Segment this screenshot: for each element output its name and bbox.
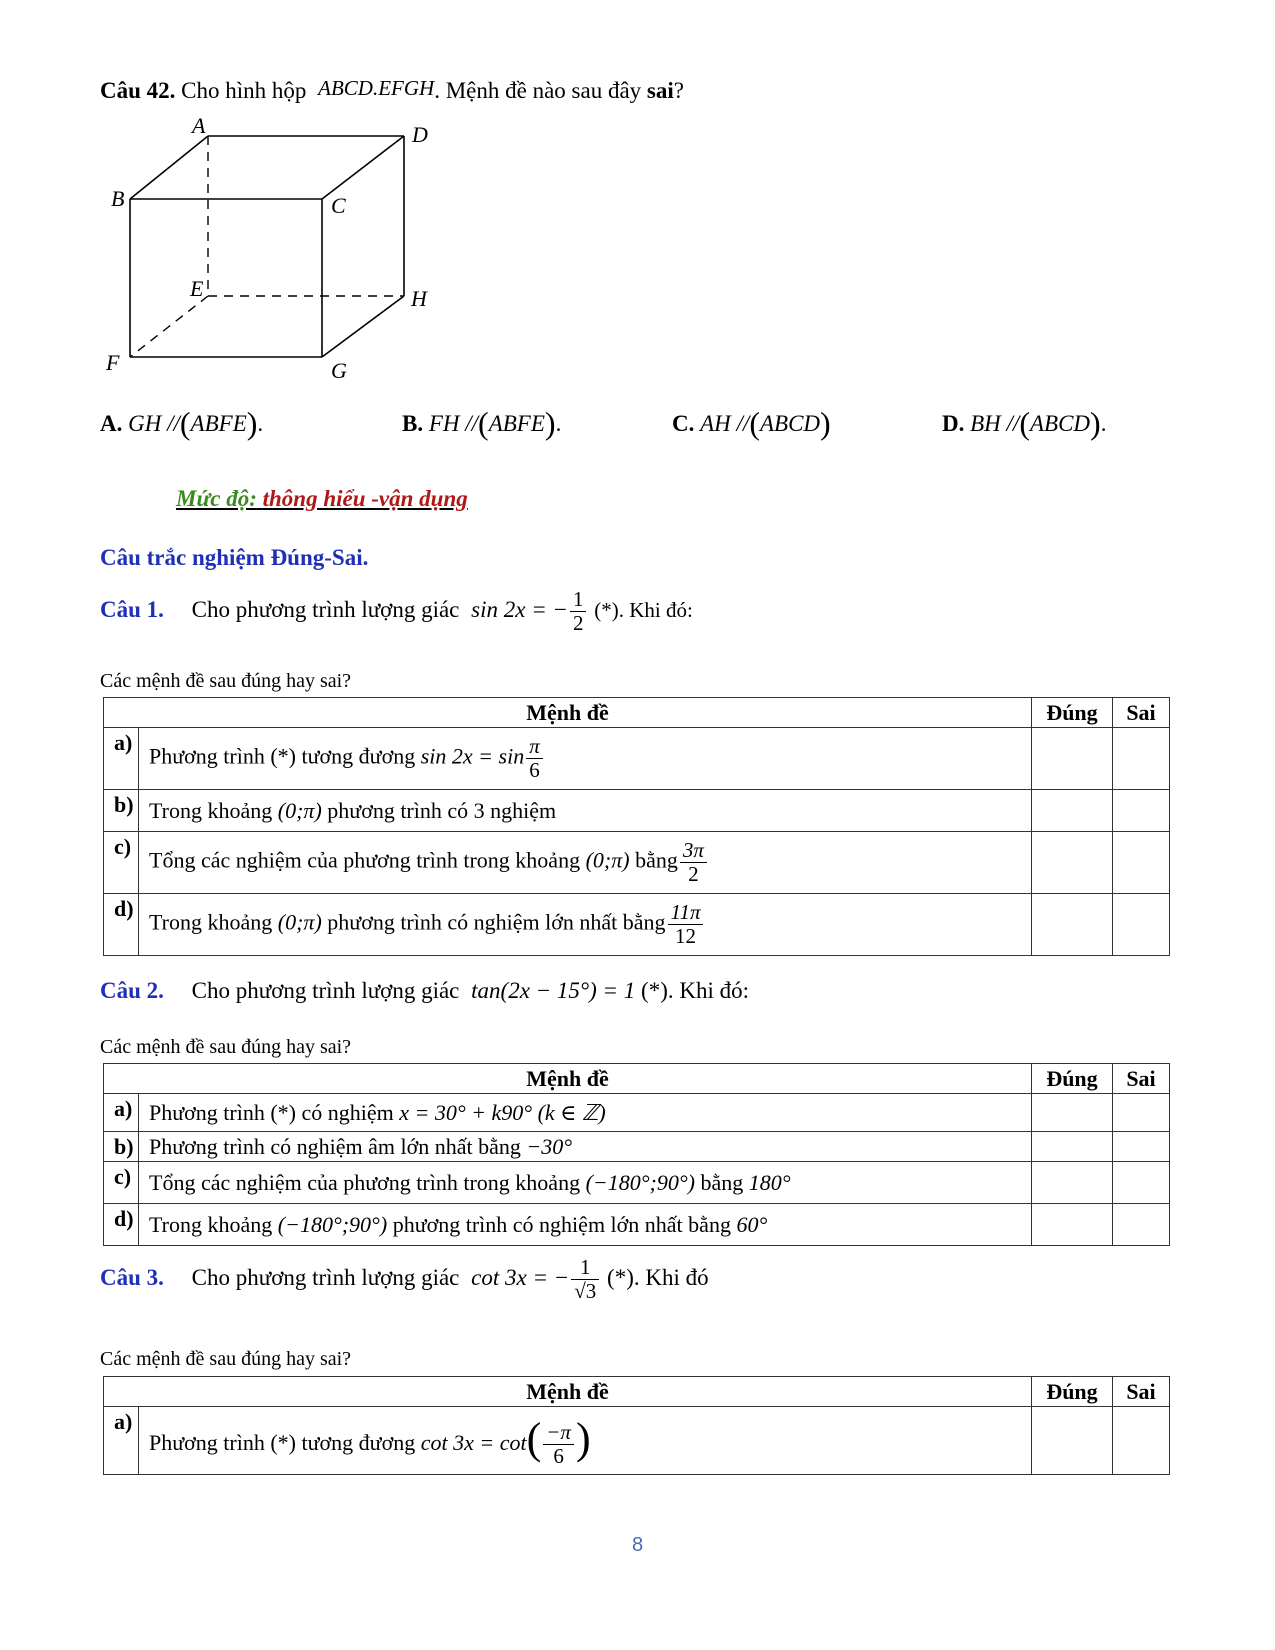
statement-text: Phương trình (*) có nghiệm: [149, 1099, 394, 1125]
header-true: Đúng: [1032, 698, 1113, 728]
q42-option-a[interactable]: A. GH //(ABFE).: [100, 405, 264, 441]
level-prefix: Mức độ:: [176, 486, 257, 511]
vertex-label-D: D: [412, 122, 428, 147]
statement-text: Tổng các nghiệm của phương trình trong khoảng: [149, 847, 581, 873]
q3-eq-den: √3: [574, 1279, 597, 1304]
edge-AB: [130, 136, 208, 199]
true-cell[interactable]: [1032, 1162, 1113, 1204]
q1-eq-num: 1: [570, 588, 587, 612]
option-plane: ABFE: [488, 411, 545, 436]
frac-num: −π: [543, 1421, 574, 1445]
option-letter: A.: [100, 411, 123, 436]
true-cell[interactable]: [1032, 790, 1113, 832]
option-letter: C.: [672, 411, 695, 436]
vertex-label-A: A: [192, 113, 206, 138]
q42-question: [100, 76, 684, 104]
section-title: Câu trắc nghiệm Đúng-Sai.: [100, 545, 369, 570]
vertex-label-H: H: [411, 286, 427, 311]
false-cell[interactable]: [1113, 1204, 1170, 1246]
option-line: GH: [128, 411, 162, 436]
vertex-label-E: E: [190, 276, 204, 301]
q1-tail: (*). Khi đó:: [594, 597, 693, 622]
table-row: [104, 790, 1170, 832]
q1-table: [103, 697, 1170, 956]
true-cell[interactable]: [1032, 832, 1113, 894]
q2-table: [103, 1063, 1170, 1246]
statement-text: Trong khoảng: [149, 797, 273, 823]
option-plane: ABCD: [1029, 411, 1091, 436]
table-row: [104, 1162, 1170, 1204]
statement-interval: (−180°;90°): [585, 1169, 695, 1195]
option-parallel: //: [1006, 411, 1020, 436]
q3-table: [103, 1376, 1170, 1475]
vertex-label-G: G: [331, 358, 347, 383]
statement-interval: (0;π): [585, 847, 630, 873]
q42-option-c[interactable]: C. AH //(ABCD): [672, 405, 831, 441]
row-statement: [139, 1132, 1032, 1162]
frac-den: 6: [553, 1444, 564, 1469]
level-value: thông hiểu -vận dụng: [262, 486, 468, 511]
option-line: BH: [970, 411, 1001, 436]
true-cell[interactable]: [1032, 1407, 1113, 1475]
q2-label: Câu 2.: [100, 978, 164, 1003]
q2-tail: (*). Khi đó:: [641, 978, 750, 1003]
row-label: d): [104, 894, 139, 956]
true-cell[interactable]: [1032, 894, 1113, 956]
frac-den: 2: [688, 862, 699, 886]
hidden-edge-EF: [130, 296, 208, 357]
row-statement: [139, 894, 1032, 956]
q3-text: Cho phương trình lượng giác: [191, 1264, 460, 1290]
q42-emph: sai: [646, 78, 674, 103]
row-statement: [139, 728, 1032, 790]
row-statement: [139, 1204, 1032, 1246]
false-cell[interactable]: [1113, 894, 1170, 956]
header-statement: Mệnh đề: [104, 698, 1032, 728]
q3-table-caption: Các mệnh đề sau đúng hay sai?: [100, 1348, 352, 1370]
option-parallel: //: [465, 411, 479, 436]
vertex-label-F: F: [106, 350, 120, 375]
table-row: [104, 1204, 1170, 1246]
row-label: a): [104, 1407, 139, 1475]
statement-text: Phương trình có nghiệm âm lớn nhất bằng: [149, 1133, 521, 1159]
difficulty-level: [176, 486, 468, 512]
option-line: AH: [700, 411, 731, 436]
option-letter: D.: [942, 411, 965, 436]
false-cell[interactable]: [1113, 1162, 1170, 1204]
edge-HG: [322, 296, 404, 357]
statement-text: Tổng các nghiệm của phương trình trong khoảng: [149, 1169, 581, 1195]
false-cell[interactable]: [1113, 1407, 1170, 1475]
option-end: .: [1100, 411, 1107, 436]
false-cell[interactable]: [1113, 832, 1170, 894]
true-cell[interactable]: [1032, 1132, 1113, 1162]
false-cell[interactable]: [1113, 728, 1170, 790]
frac-num: 3π: [680, 839, 707, 863]
vertex-label-B: B: [111, 186, 125, 211]
frac-num: π: [526, 735, 543, 759]
table-row: [104, 728, 1170, 790]
statement-text: Phương trình (*) tương đương: [149, 1429, 416, 1455]
row-statement: [139, 1162, 1032, 1204]
table-row: [104, 1094, 1170, 1132]
row-statement: [139, 790, 1032, 832]
q2-question: [100, 978, 749, 1004]
q2-text: Cho phương trình lượng giác: [191, 978, 460, 1003]
q42-text: Cho hình hộp: [181, 78, 307, 103]
q1-label: Câu 1.: [100, 596, 164, 622]
q3-question: [100, 1256, 709, 1303]
row-label: a): [104, 728, 139, 790]
q42-label: Câu 42.: [100, 78, 176, 103]
q3-eq-num: 1: [571, 1256, 599, 1280]
false-cell[interactable]: [1113, 1094, 1170, 1132]
parallelepiped-figure: [100, 110, 440, 385]
false-cell[interactable]: [1113, 1132, 1170, 1162]
row-label: c): [104, 832, 139, 894]
option-end: .: [257, 411, 264, 436]
statement-tail: bằng: [635, 847, 678, 873]
table-row: [104, 1407, 1170, 1475]
frac-num: 11π: [668, 901, 704, 925]
header-true: Đúng: [1032, 1377, 1113, 1407]
false-cell[interactable]: [1113, 790, 1170, 832]
q2-eq: tan(2x − 15°) = 1: [471, 978, 636, 1003]
statement-text: Trong khoảng: [149, 909, 273, 935]
statement-tail: phương trình có nghiệm lớn nhất bằng: [327, 909, 666, 935]
table-row: [104, 894, 1170, 956]
row-label: d): [104, 1204, 139, 1246]
q42-end: ?: [673, 78, 684, 103]
statement-tail: bằng: [700, 1169, 744, 1195]
option-parallel: //: [167, 411, 180, 436]
page-number: 8: [632, 1534, 644, 1556]
header-true: Đúng: [1032, 1064, 1113, 1094]
table-row: [104, 1132, 1170, 1162]
q1-table-caption: Các mệnh đề sau đúng hay sai?: [100, 670, 352, 692]
row-label: c): [104, 1162, 139, 1204]
statement-text: Trong khoảng: [149, 1211, 273, 1237]
header-false: Sai: [1113, 698, 1170, 728]
option-plane: ABFE: [190, 411, 247, 436]
statement-math: x = 30° + k90° (k ∈ ℤ): [399, 1099, 606, 1125]
header-statement: Mệnh đề: [104, 1064, 1032, 1094]
q42-text-after: . Mệnh đề nào sau đây: [434, 78, 642, 103]
row-label: a): [104, 1094, 139, 1132]
q3-tail: (*). Khi đó: [607, 1264, 709, 1290]
q42-option-d[interactable]: D. BH //(ABCD).: [942, 405, 1107, 441]
statement-interval: (0;π): [277, 797, 322, 823]
row-label: b): [104, 790, 139, 832]
statement-math: 60°: [736, 1211, 768, 1237]
option-plane: ABCD: [759, 411, 821, 436]
row-statement: [139, 832, 1032, 894]
row-statement: [139, 1094, 1032, 1132]
header-false: Sai: [1113, 1064, 1170, 1094]
table-row: [104, 832, 1170, 894]
q3-eq-lhs: cot 3x = −: [471, 1264, 570, 1290]
statement-math: sin 2x = sin: [420, 743, 525, 769]
q42-box-name: ABCD.EFGH: [318, 76, 435, 100]
statement-interval: (−180°;90°): [277, 1211, 388, 1237]
statement-math: cot 3x = cot: [420, 1429, 527, 1455]
frac-den: 12: [675, 924, 696, 948]
option-parallel: //: [736, 411, 750, 436]
vertex-label-C: C: [331, 193, 346, 218]
q3-label: Câu 3.: [100, 1264, 164, 1290]
q1-eq-den: 2: [572, 611, 584, 636]
edge-DC: [322, 136, 404, 199]
header-false: Sai: [1113, 1377, 1170, 1407]
statement-text: Phương trình (*) tương đương: [149, 743, 416, 769]
statement-tail: phương trình có 3 nghiệm: [327, 797, 557, 823]
option-line: FH: [428, 411, 460, 436]
statement-math: 180°: [748, 1169, 791, 1195]
q2-table-caption: Các mệnh đề sau đúng hay sai?: [100, 1036, 352, 1058]
true-cell[interactable]: [1032, 728, 1113, 790]
q42-option-b[interactable]: B. FH //(ABFE).: [402, 405, 562, 441]
header-statement: Mệnh đề: [104, 1377, 1032, 1407]
q1-question: [100, 588, 693, 635]
q1-text: Cho phương trình lượng giác: [191, 596, 460, 622]
statement-math: −30°: [526, 1133, 573, 1159]
row-label: b): [104, 1132, 139, 1162]
frac-den: 6: [529, 758, 540, 782]
true-cell[interactable]: [1032, 1094, 1113, 1132]
q1-eq-lhs: sin 2x = −: [471, 596, 568, 622]
statement-interval: (0;π): [277, 909, 322, 935]
row-statement: Phương trình (*) tương đương cot 3x = cot( $\frac{-\pi}{6}$ ): [139, 1407, 1032, 1475]
true-cell[interactable]: [1032, 1204, 1113, 1246]
statement-tail: phương trình có nghiệm lớn nhất bằng: [392, 1211, 731, 1237]
option-end: .: [555, 411, 562, 436]
option-letter: B.: [402, 411, 424, 436]
